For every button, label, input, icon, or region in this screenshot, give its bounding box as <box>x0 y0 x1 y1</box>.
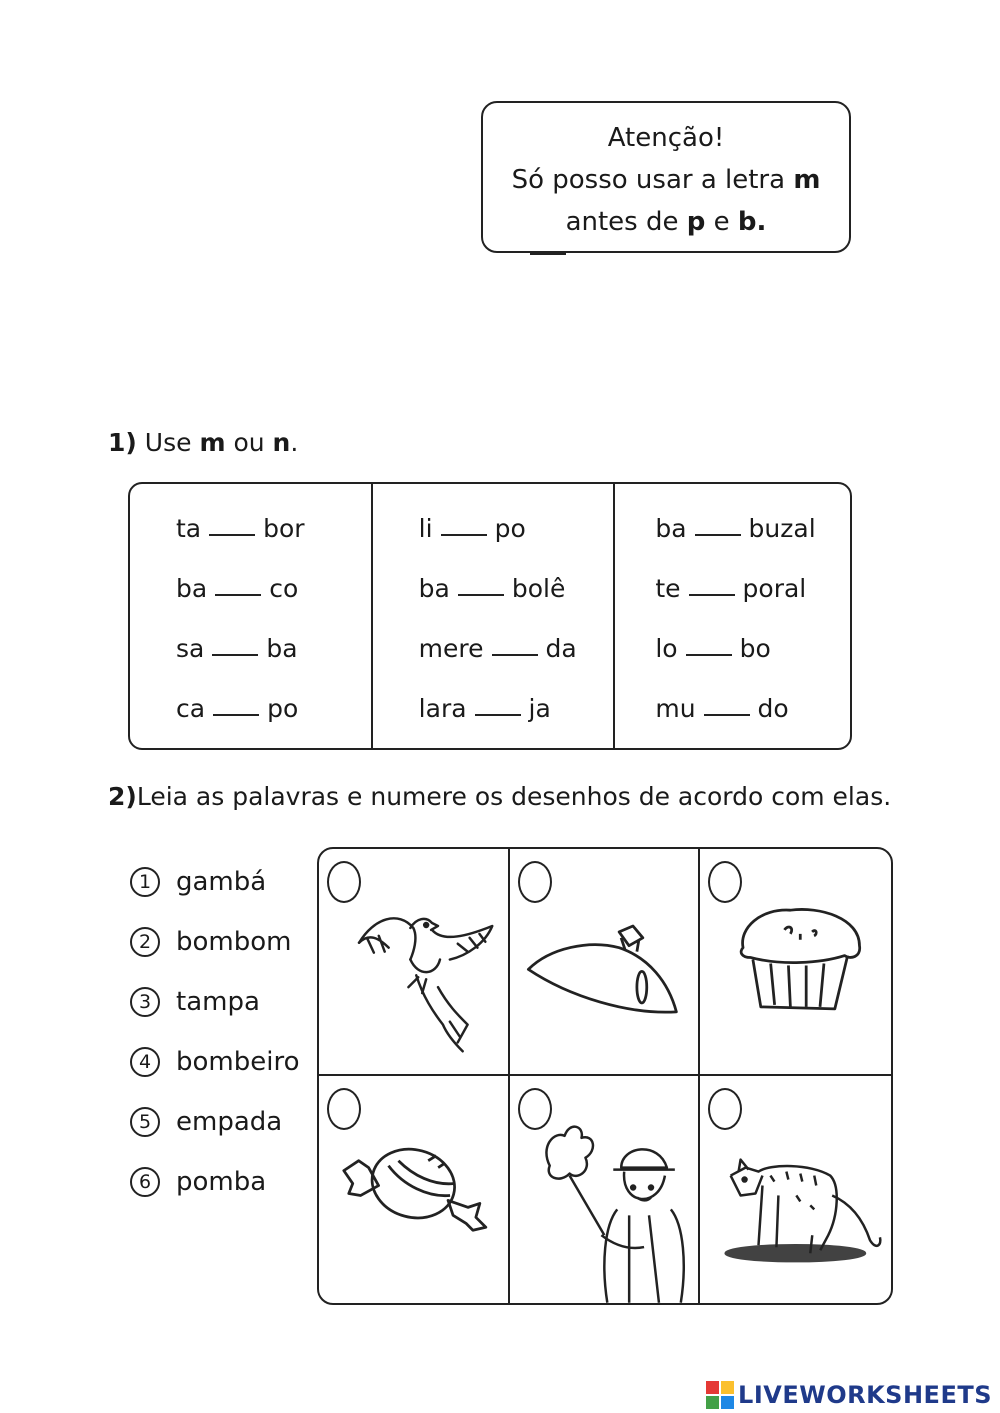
word-suffix: ba <box>266 634 298 663</box>
answer-blank[interactable] <box>209 514 255 536</box>
word-list-item <box>130 1152 300 1212</box>
lid-icon <box>510 849 699 1074</box>
word-suffix: do <box>757 694 789 723</box>
attention-line2 <box>483 159 849 201</box>
question-2-text: Leia as palavras e numere os desenhos de acordo com elas. <box>136 782 892 811</box>
word-text: empada <box>176 1107 283 1137</box>
word-number: 4 <box>130 1047 160 1077</box>
attention-letter-m: m <box>793 165 821 195</box>
liveworksheets-logo <box>706 1381 992 1409</box>
picture-grid <box>317 847 893 1305</box>
word-suffix: po <box>494 514 526 543</box>
exercise-1-item <box>655 694 850 754</box>
word-prefix: sa <box>176 634 205 663</box>
word-prefix: ba <box>655 514 687 543</box>
liveworksheets-logo-icon <box>706 1381 734 1409</box>
answer-blank[interactable] <box>686 634 732 656</box>
candy-icon <box>319 1076 508 1303</box>
answer-blank[interactable] <box>492 634 538 656</box>
exercise-1-item <box>419 514 614 574</box>
word-prefix: lo <box>655 634 678 663</box>
word-list-item <box>130 852 300 912</box>
exercise-1-item <box>176 694 371 754</box>
answer-blank[interactable] <box>215 574 261 596</box>
picture-cell-dove <box>319 849 510 1076</box>
word-number: 3 <box>130 987 160 1017</box>
liveworksheets-logo-text: LIVEWORKSHEETS <box>738 1381 992 1409</box>
word-suffix: buzal <box>748 514 816 543</box>
q1-letter-n: n <box>272 428 291 457</box>
word-list-item <box>130 1092 300 1152</box>
question-2-number: 2) <box>108 782 137 811</box>
picture-cell-candy <box>319 1076 510 1303</box>
opossum-icon <box>700 1076 891 1303</box>
exercise-1-item <box>419 574 614 634</box>
word-prefix: ca <box>176 694 206 723</box>
word-prefix: lara <box>418 694 467 723</box>
exercise-1-column-3 <box>615 484 850 748</box>
picture-cell-lid <box>510 849 701 1076</box>
answer-blank[interactable] <box>213 694 259 716</box>
exercise-1-item <box>176 574 371 634</box>
attention-line2-text: Só posso usar a letra <box>511 165 794 195</box>
q1-text-e: . <box>290 428 299 457</box>
word-number: 2 <box>130 927 160 957</box>
word-suffix: co <box>269 574 299 603</box>
exercise-1-column-2 <box>373 484 616 748</box>
answer-blank[interactable] <box>704 694 750 716</box>
word-suffix: poral <box>742 574 807 603</box>
exercise-1-table <box>128 482 852 750</box>
exercise-1-item <box>655 574 850 634</box>
word-text: bombeiro <box>176 1047 300 1077</box>
word-prefix: li <box>418 514 433 543</box>
word-text: tampa <box>176 987 260 1017</box>
answer-blank[interactable] <box>441 514 487 536</box>
word-suffix: bo <box>739 634 771 663</box>
answer-blank[interactable] <box>689 574 735 596</box>
word-number: 1 <box>130 867 160 897</box>
word-text: gambá <box>176 867 267 897</box>
word-number: 5 <box>130 1107 160 1137</box>
word-list <box>130 852 300 1212</box>
word-suffix: bor <box>263 514 305 543</box>
question-2-title <box>108 782 891 811</box>
q1-letter-m: m <box>199 428 226 457</box>
answer-blank[interactable] <box>475 694 521 716</box>
question-1-title <box>108 428 298 457</box>
word-suffix: bolê <box>511 574 566 603</box>
attention-title: Atenção! <box>607 123 725 153</box>
attention-line3 <box>483 201 849 243</box>
attention-letter-p: p <box>686 207 706 237</box>
exercise-1-item <box>655 514 850 574</box>
word-number: 6 <box>130 1167 160 1197</box>
decorative-mark <box>530 252 566 255</box>
word-suffix: po <box>267 694 299 723</box>
exercise-1-item <box>419 634 614 694</box>
answer-blank[interactable] <box>212 634 258 656</box>
picture-cell-opossum <box>700 1076 891 1303</box>
exercise-1-item <box>655 634 850 694</box>
question-1-number: 1) <box>108 428 137 457</box>
word-prefix: mere <box>418 634 484 663</box>
answer-blank[interactable] <box>695 514 741 536</box>
word-prefix: te <box>655 574 681 603</box>
answer-blank[interactable] <box>458 574 504 596</box>
word-prefix: ba <box>418 574 450 603</box>
word-text: bombom <box>176 927 292 957</box>
picture-cell-firefighter <box>510 1076 701 1303</box>
q1-text-c: ou <box>225 428 273 457</box>
attention-line3-text: antes de <box>565 207 687 237</box>
picture-cell-pie <box>700 849 891 1076</box>
exercise-1-item <box>176 514 371 574</box>
pie-icon <box>700 849 891 1074</box>
dove-icon <box>319 849 508 1074</box>
word-list-item <box>130 912 300 972</box>
word-prefix: mu <box>655 694 696 723</box>
exercise-1-item <box>176 634 371 694</box>
word-list-item <box>130 972 300 1032</box>
word-suffix: ja <box>528 694 551 723</box>
word-list-item <box>130 1032 300 1092</box>
firefighter-icon <box>510 1076 699 1303</box>
word-text: pomba <box>176 1167 267 1197</box>
attention-box <box>481 101 851 253</box>
word-prefix: ba <box>176 574 208 603</box>
attention-and: e <box>705 207 738 237</box>
q1-text-a: Use <box>136 428 200 457</box>
exercise-1-column-1 <box>130 484 373 748</box>
exercise-1-item <box>419 694 614 754</box>
attention-letter-b: b. <box>737 207 767 237</box>
word-prefix: ta <box>176 514 202 543</box>
word-suffix: da <box>545 634 577 663</box>
